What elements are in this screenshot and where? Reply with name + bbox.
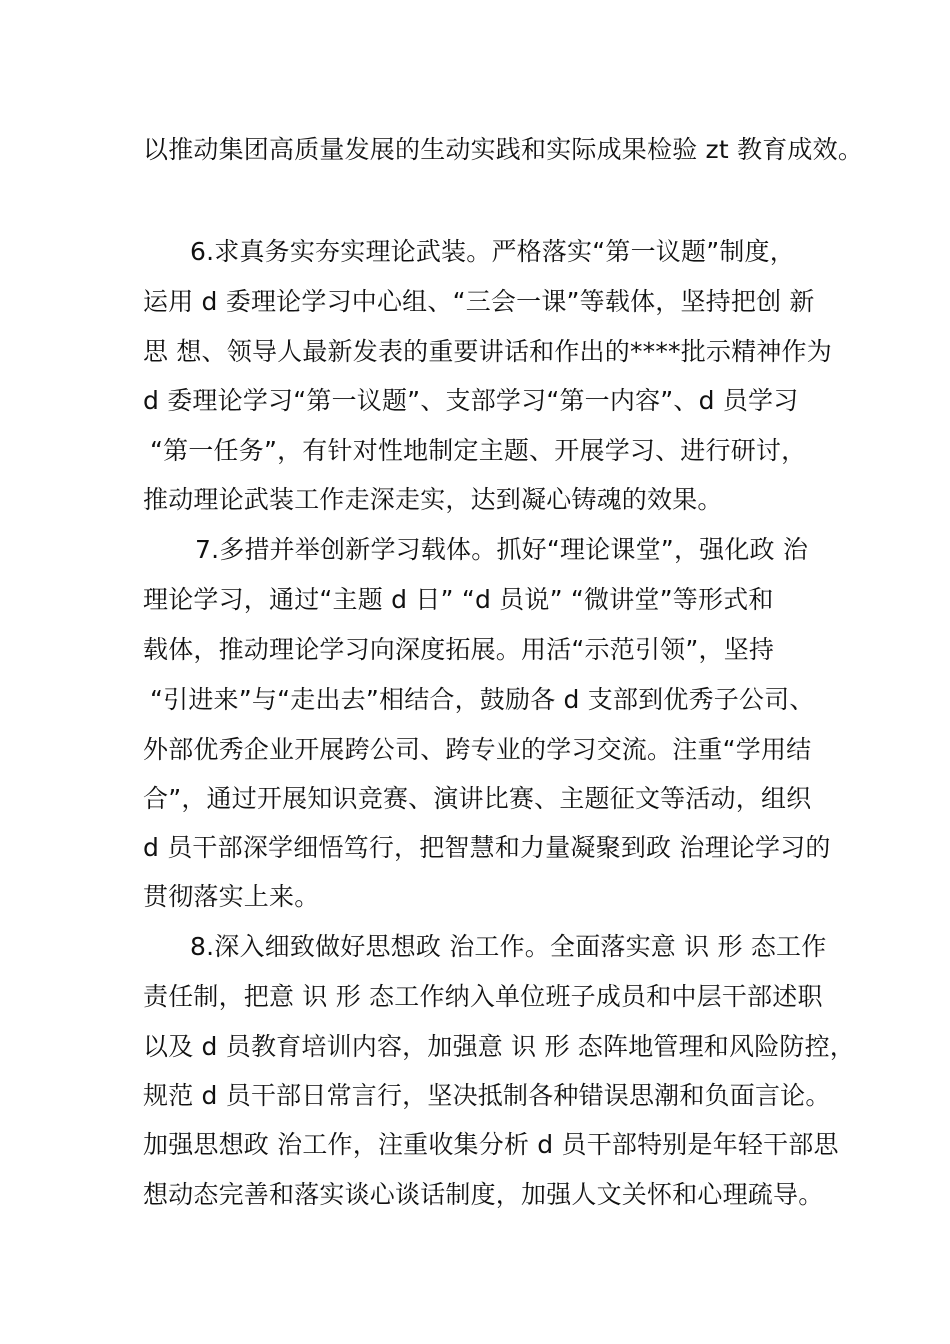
paragraph-6-heading-line: 6.求真务实夯实理论武装。严格落实“第一议题”制度， [190,237,795,266]
text-line: 规范 d 员干部日常言行，坚决抵制各种错误思潮和负面言论。 [143,1081,831,1110]
text-line: 理论学习，通过“主题 d 日” “d 员说” “微讲堂”等形式和 [143,585,774,614]
text-line: d 员干部深学细悟笃行，把智慧和力量凝聚到政 治理论学习的 [143,833,831,862]
text-line: 合”，通过开展知识竞赛、演讲比赛、主题征文等活动，组织 [143,784,812,813]
text-line: 思 想、领导人最新发表的重要讲话和作出的****批示精神作为 [143,337,832,366]
text-line: 外部优秀企业开展跨公司、跨专业的学习交流。注重“学用结 [143,735,812,764]
text-line: 运用 d 委理论学习中心组、“三会一课”等载体，坚持把创 新 [143,287,815,316]
paragraph-8-heading-line: 8.深入细致做好思想政 治工作。全面落实意 识 形 态工作 [190,932,827,961]
text-line: 责任制，把意 识 形 态工作纳入单位班子成员和中层干部述职 [143,982,823,1011]
text-line: 载体，推动理论学习向深度拓展。用活“示范引领”，坚持 [143,635,775,664]
text-line: 推动理论武装工作走深走实，达到凝心铸魂的效果。 [143,485,723,514]
text-line: 贯彻落实上来。 [143,882,320,911]
text-line: d 委理论学习“第一议题”、支部学习“第一内容”、d 员学习 [143,386,799,415]
text-line: 想动态完善和落实谈心谈话制度，加强人文关怀和心理疏导。 [143,1180,824,1209]
text-line: 加强思想政 治工作，注重收集分析 d 员干部特别是年轻干部思 [143,1130,839,1159]
text-line: “引进来”与“走出去”相结合，鼓励各 d 支部到优秀子公司、 [150,685,815,714]
text-line: 以推动集团高质量发展的生动实践和实际成果检验 zt 教育成效。 [143,135,864,164]
paragraph-7-heading-line: 7.多措并举创新学习载体。抓好“理论课堂”，强化政 治 [195,535,809,564]
text-line: “第一任务”，有针对性地制定主题、开展学习、进行研讨， [150,436,807,465]
text-line: 以及 d 员教育培训内容，加强意 识 形 态阵地管理和风险防控， [143,1032,856,1061]
